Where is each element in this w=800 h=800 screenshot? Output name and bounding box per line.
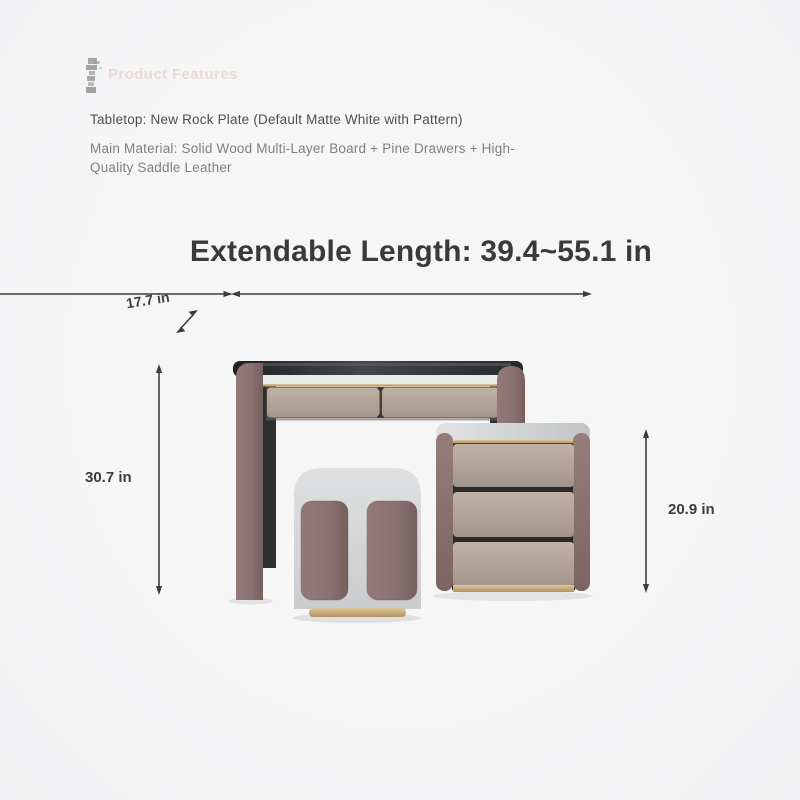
cabinet-gold-trim [439,440,587,443]
desk-leg-right [497,366,525,432]
desk-gold-trim [262,384,502,387]
desk-drawer-right [382,388,499,418]
cabinet-base-trim [453,585,574,592]
cabinet-stile-left [436,433,453,591]
depth-dimension-label: 17.7 in [125,288,171,312]
desk-drawer-left [267,388,380,418]
cabinet-drawer-3 [453,542,574,587]
spec-tabletop: Tabletop: New Rock Plate (Default Matte White with Pattern) [90,112,463,127]
cabinet-top [436,423,590,442]
stool-panel-right [367,501,417,600]
cabinet-stile-right [573,433,590,591]
cabinet-drawer-1 [453,444,574,487]
desk-glass-highlight [243,363,511,366]
spec-main-material: Main Material: Solid Wood Multi-Layer Board + Pine Drawers + High-Quality Saddle Leather [90,141,515,175]
cabinet-height-dimension-label: 20.9 in [668,501,715,518]
desk-leg-left [236,363,263,600]
stool-gold-plinth [309,608,406,617]
watermark-label: Product Features [108,66,238,83]
cabinet-drawer-2 [453,492,574,537]
extendable-length-heading: Extendable Length: 39.4~55.1 in [189,235,653,268]
desk-top-edge [262,375,502,385]
desk-height-dimension-label: 30.7 in [85,469,132,486]
leather-stool [294,468,421,617]
depth-arrow-line [181,315,194,329]
three-drawer-cabinet [436,423,590,592]
stool-panel-left [301,501,348,600]
desk-under-shadow [266,418,499,421]
